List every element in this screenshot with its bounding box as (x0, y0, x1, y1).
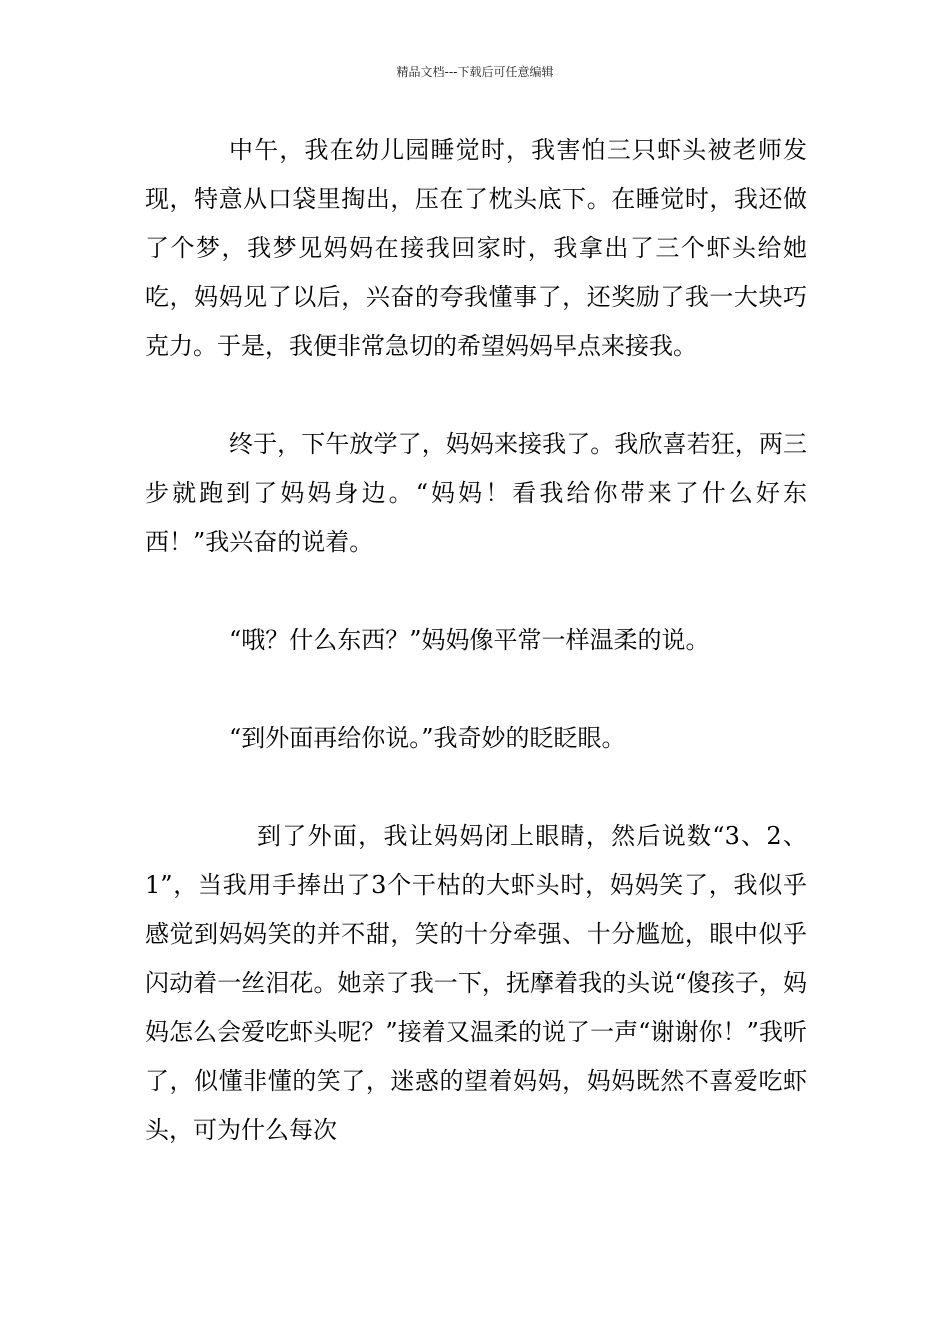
paragraph-4: “到外面再给你说。”我奇妙的眨眨眼。 (229, 724, 626, 752)
paragraph-2: 终于，下午放学了，妈妈来接我了。我欣喜若狂，两三步就跑到了妈妈身边。“妈妈！看我给你带来了什么好东西！”我兴奋的说着。 (145, 430, 807, 556)
document-body (145, 126, 807, 1155)
paragraph-1: 中午，我在幼儿园睡觉时，我害怕三只虾头被老师发现，特意从口袋里掏出，压在了枕头底下。在睡觉时，我还做了个梦，我梦见妈妈在接我回家时，我拿出了三个虾头给她吃，妈妈见了以后，兴奋的夸我懂事了，还奖励了我一大块巧克力。于是，我便非常急切的希望妈妈早点来接我。 (145, 136, 807, 360)
paragraph-5: 到了外面，我让妈妈闭上眼睛，然后说数“3、2、1”，当我用手捧出了3个干枯的大虾头时，妈妈笑了，我似乎感觉到妈妈笑的并不甜，笑的十分牵强、十分尴尬，眼中似乎闪动着一丝泪花。她亲了我一下，抚摩着我的头说“傻孩子，妈妈怎么会爱吃虾头呢？”接着又温柔的说了一声“谢谢你！”我听了，似懂非懂的笑了，迷惑的望着妈妈，妈妈既然不喜爱吃虾头，可为什么每次 (145, 822, 807, 1144)
page-header: 精品文档---下载后可任意编辑 (396, 65, 554, 79)
paragraph-3: “哦？什么东西？”妈妈像平常一样温柔的说。 (229, 626, 710, 654)
